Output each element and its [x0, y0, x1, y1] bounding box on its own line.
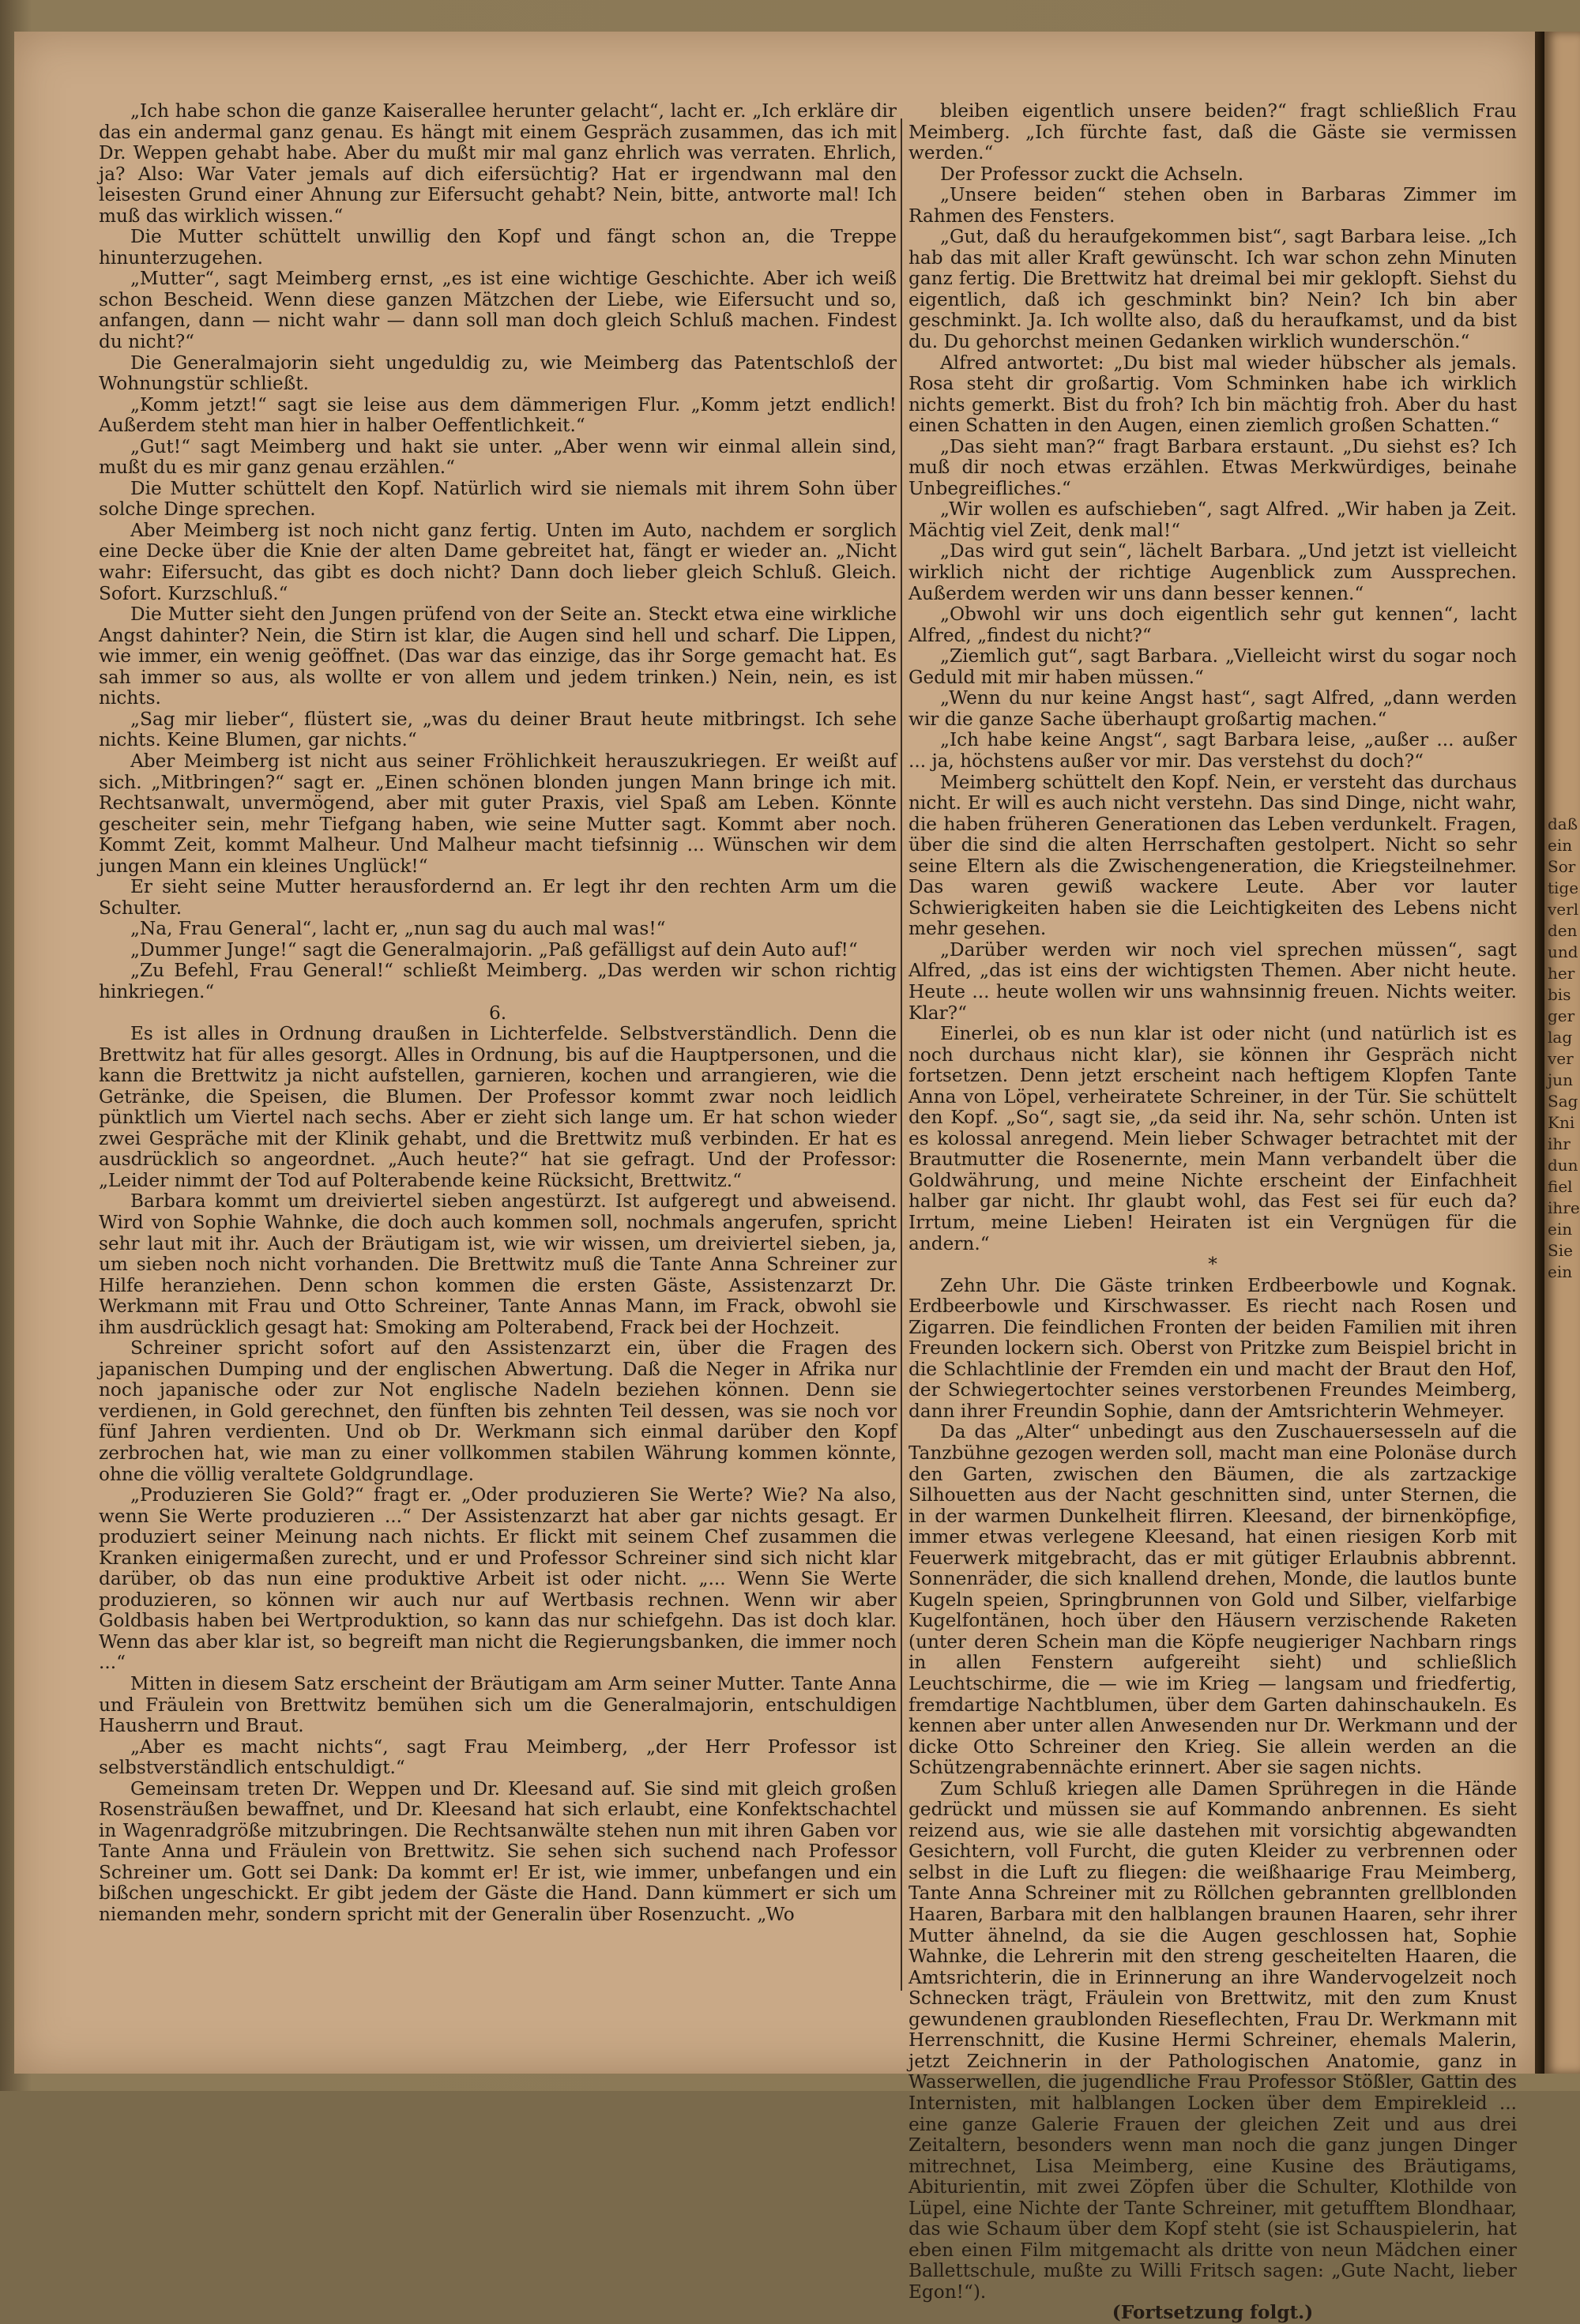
- next-page-fragment: ihre: [1548, 1198, 1580, 1217]
- paragraph: „Mutter“, sagt Meimberg ernst, „es ist eine wichtige Geschichte. Aber ich weiß schon Bescheid. Wenn diese ganzen Mätzchen der Liebe, wie Eifersucht und so, anfangen, dann — nicht wahr — dann soll man doch gleich Schluß machen. Findest du nicht?“: [99, 268, 897, 353]
- next-page-edge: [1544, 32, 1580, 2074]
- paragraph: Der Professor zuckt die Achseln.: [940, 163, 1244, 185]
- next-page-fragment: lag: [1548, 1028, 1573, 1047]
- next-page-fragment: ein: [1548, 1262, 1573, 1281]
- paragraph: „Darüber werden wir noch viel sprechen müssen“, sagt Alfred, „das ist eins der wichtigsten Themen. Aber nicht heute. Heute ... heute wollen wir uns wahnsinnig freuen. Nichts weiter. Klar?“: [908, 938, 1517, 1024]
- paragraph: „Gut!“ sagt Meimberg und hakt sie unter. „Aber wenn wir einmal allein sind, mußt du es mir ganz genau erzählen.“: [99, 435, 897, 479]
- next-page-fragment: und: [1548, 942, 1578, 961]
- next-page-fragment: ein: [1548, 1220, 1573, 1239]
- paragraph: „Wenn du nur keine Angst hast“, sagt Alfred, „dann werden wir die ganze Sache überhaupt großartig machen.“: [908, 687, 1517, 730]
- next-page-fragment: tige: [1548, 878, 1579, 897]
- right-column: [908, 101, 1517, 2324]
- paragraph: Alfred antwortet: „Du bist mal wieder hübscher als jemals. Rosa steht dir großartig. Vom Schminken habe ich wirklich nichts gemerkt. Bist du froh? Ich bin mächtig froh. Aber du hast einen Schatten in den Augen, einen ziemlich großen Schatten.“: [908, 352, 1517, 437]
- paragraph: Schreiner spricht sofort auf den Assistenzarzt ein, über die Fragen des japanischen Dumping und der englischen Abwertung. Daß die Neger in Afrika nur noch japanische oder zur Not englische Nadeln beziehen können. Denn sie verdienen, in Gold gerechnet, den fünften bis zehnten Teil dessen, was sie noch vor fünf Jahren verdienten. Und ob Dr. Werkmann sich einmal darüber den Kopf zerbrochen hat, wie man zu einer vollkommen stabilen Währung kommen könnte, ohne die völlig veraltete Goldgrundlage.: [99, 1337, 897, 1485]
- next-page-fragment: ihr: [1548, 1134, 1571, 1153]
- paragraph: Es ist alles in Ordnung draußen in Lichterfelde. Selbstverständlich. Denn die Brettwitz hat für alles gesorgt. Alles in Ordnung, bis auf die Hauptpersonen, und die kann die Brettwitz ja nicht aufstellen, garnieren, kochen und arrangieren, wie die Getränke, die Speisen, die Blumen. Der Professor kommt zwar noch leidlich pünktlich um Viertel nach sechs. Aber er zieht sich lange um. Er hat schon wieder zwei Gespräche mit der Klinik gehabt, und die Brettwitz muß verbinden. Er hat es ausdrücklich so angeordnet. „Auch heute?“ hat sie gefragt. Und der Professor: „Leider nimmt der Tod auf Polterabende keine Rücksicht, Brettwitz.“: [99, 1023, 897, 1191]
- next-page-fragment: Kni: [1548, 1113, 1575, 1132]
- paragraph: „Produzieren Sie Gold?“ fragt er. „Oder produzieren Sie Werte? Wie? Na also, wenn Sie Werte produzieren ...“ Der Assistenzarzt hat aber gar nichts gesagt. Er produziert seiner Meinung nach nichts. Er flickt mit seinem Chef zusammen die Kranken einigermaßen zurecht, und er und Professor Schreiner sind sich nicht klar darüber, ob das nun eine produktive Arbeit ist oder nicht. „... Wenn Sie Werte produzieren, so können wir auch nur auf Wertbasis rechnen. Wenn wir aber Goldbasis haben bei Wertproduktion, so kann das nur schiefgehn. Das ist doch klar. Wenn das aber klar ist, so begreift man nicht die Regierungsbanken, die immer noch ...“: [99, 1484, 897, 1674]
- column-rule: [901, 118, 902, 1991]
- paragraph: „Ziemlich gut“, sagt Barbara. „Vielleicht wirst du sogar noch Geduld mit mir haben müssen.“: [908, 645, 1517, 688]
- section-number: 6.: [488, 1002, 507, 1024]
- paragraph: „Dummer Junge!“ sagt die Generalmajorin. „Paß gefälligst auf dein Auto auf!“: [130, 938, 858, 961]
- paragraph: Da das „Alter“ unbedingt aus den Zuschauersesseln auf die Tanzbühne gezogen werden soll, macht man eine Polonäse durch den Garten, zwischen den Bäumen, die als zartzackige Silhouetten aus der Nacht geschnitten sind, unter Sternen, die in der warmen Dunkelheit flirren. Kleesand, der birnenköpfige, immer etwas verlegene Kleesand, hat einen riesigen Korb mit Feuerwerk mitgebracht, das er mit gütiger Erlaubnis abbrennt. Sonnenräder, die sich knallend drehen, Monde, die lautlos bunte Kugeln speien, Springbrunnen von Gold und Silber, vielfarbige Kugelfontänen, hoch über den Häusern verzischende Raketen (unter deren Schein man die Köpfe neugieriger Nachbarn rings in allen Fenstern aufgereiht sieht) und schließlich Leuchtschirme, die — wie im Krieg — langsam und friedfertig, fremdartige Nachtblumen, über dem Garten dahinschaukeln. Es kennen aber unter allen Anwesenden nur Dr. Werkmann und der dicke Otto Schreiner den Krieg. Sie allein werden an die Schützengrabennächte erinnert. Aber sie sagen nichts.: [908, 1421, 1517, 1779]
- paragraph: „Komm jetzt!“ sagt sie leise aus dem dämmerigen Flur. „Komm jetzt endlich! Außerdem steht man hier in halber Oeffentlichkeit.“: [99, 393, 897, 437]
- next-page-fragment: jun: [1548, 1070, 1573, 1089]
- next-page-fragment: dun: [1548, 1156, 1578, 1175]
- paragraph: Zehn Uhr. Die Gäste trinken Erdbeerbowle und Kognak. Erdbeerbowle und Kirschwasser. Es riecht nach Rosen und Zigarren. Die feindlichen Fronten der beiden Familien mit ihren Freunden lockern sich. Oberst von Pritzke zum Beispiel bricht in die Schlachtlinie der Fremden ein und macht der Braut den Hof, der Schwiegertochter seines verstorbenen Freundes Meimberg, dann ihrer Freundin Sophie, dann der Amtsrichterin Wehmeyer.: [908, 1274, 1517, 1422]
- paragraph: „Unsere beiden“ stehen oben in Barbaras Zimmer im Rahmen des Fensters.: [908, 184, 1517, 227]
- paragraph: „Ich habe schon die ganze Kaiserallee herunter gelacht“, lacht er. „Ich erkläre dir das ein andermal ganz genau. Es hängt mit einem Gespräch zusammen, das ich mit Dr. Weppen gehabt habe. Aber du mußt mir mal ganz ehrlich was verraten. Ehrlich, ja? Also: War Vater jemals auf dich eifersüchtig? Hat er irgendwann mal den leisesten Grund einer Ahnung zur Eifersucht gehabt? Nein, bitte, antworte mal! Ich muß das wirklich wissen.“: [99, 100, 897, 227]
- next-page-fragment: ger: [1548, 1006, 1575, 1025]
- next-page-fragment: her: [1548, 964, 1575, 983]
- paragraph: Barbara kommt um dreiviertel sieben angestürzt. Ist aufgeregt und abweisend. Wird von Sophie Wahnke, die doch auch kommen soll, nochmals angerufen, spricht sehr laut mit ihr. Auch der Bräutigam ist, wie wir wissen, um dreiviertel sieben, ja, um sieben noch nicht vorhanden. Die Brettwitz muß die Tante Anna Schreiner zur Hilfe heranziehen. Denn schon kommen die ersten Gäste, Assistenzarzt Dr. Werkmann mit Frau und Otto Schreiner, Tante Annas Mann, im Frack, obwohl sie ihm ausdrücklich gesagt hat: Smoking am Polterabend, Frack bei der Hochzeit.: [99, 1190, 897, 1338]
- paragraph: „Obwohl wir uns doch eigentlich sehr gut kennen“, lacht Alfred, „findest du nicht?“: [908, 604, 1517, 646]
- paragraph: Er sieht seine Mutter herausfordernd an. Er legt ihr den rechten Arm um die Schulter.: [99, 876, 897, 919]
- paragraph: Gemeinsam treten Dr. Weppen und Dr. Kleesand auf. Sie sind mit gleich großen Rosensträußen bewaffnet, und Dr. Kleesand hat sich erlaubt, eine Konfektschachtel in Wagenradgröße mitzubringen. Die Rechtsanwälte stehen nun mit ihren Gaben vor Tante Anna und Fräulein von Brettwitz. Sie sehen sich suchend nach Professor Schreiner um. Gott sei Dank: Da kommt er! Er ist, wie immer, unbefangen und ein bißchen ungeschickt. Er gibt jedem der Gäste die Hand. Dann kümmert er sich um niemanden mehr, sondern spricht mit der Generalin über Rosenzucht. „Wo: [99, 1777, 897, 1926]
- next-page-fragment: Sie: [1548, 1241, 1573, 1260]
- next-page-fragment: verl: [1548, 900, 1579, 919]
- paragraph: Die Generalmajorin sieht ungeduldig zu, wie Meimberg das Patentschloß der Wohnungstür schließt.: [99, 352, 897, 395]
- paragraph: Zum Schluß kriegen alle Damen Sprühregen in die Hände gedrückt und müssen sie auf Kommando anbrennen. Es sieht reizend aus, wie sie alle dastehen mit vorsichtig abgewandten Gesichtern, voll Furcht, die guten Kleider zu verbrennen oder selbst in die Luft zu fliegen: die weißhaarige Frau Meimberg, Tante Anna Schreiner mit zu Röllchen gebrannten grellblonden Haaren, Barbara mit den halblangen braunen Haaren, sehr ihrer Mutter ähnelnd, da sie die Augen geschlossen hat, Sophie Wahnke, die Lehrerin mit den streng gescheitelten Haaren, die Amtsrichterin, die in Erinnerung an ihre Wandervogelzeit noch Schnecken trägt, Fräulein von Brettwitz, mit den zum Knust gewundenen graublonden Rieseflechten, Frau Dr. Werkmann mit Herrenschnitt, die Kusine Hermi Schreiner, ehemals Malerin, jetzt Zeichnerin in der Pathologischen Anatomie, ganz in Wasserwellen, die jugendliche Frau Professor Stößler, Gattin des Internisten, mit halblangen Locken über dem Empirekleid ... eine ganze Galerie Frauen der gleichen Zeit und aus drei Zeitaltern, besonders wenn man noch die ganz jungen Dinger mitrechnet, Lisa Meimberg, eine Kusine des Bräutigams, Abiturientin, mit zwei Zöpfen über die Schulter, Klothilde von Lüpel, eine Nichte der Tante Schreiner, mit getufftem Blondhaar, das wie Schaum über dem Kopf steht (sie ist Schauspielerin, hat eben einen Film mitgemacht als dritte von neun Mädchen einer Ballettschule, mußte zu Willi Fritsch sagen: „Gute Nacht, lieber Egon!“).: [908, 1777, 1517, 2303]
- paragraph: „Ich habe keine Angst“, sagt Barbara leise, „außer ... außer ... ja, höchstens außer vor mir. Das verstehst du doch?“: [908, 729, 1517, 772]
- paragraph: „Sag mir lieber“, flüstert sie, „was du deiner Braut heute mitbringst. Ich sehe nichts. Keine Blumen, gar nichts.“: [99, 708, 897, 751]
- next-page-fragment: daß: [1548, 814, 1578, 833]
- continuation-note: (Fortsetzung folgt.): [1112, 2302, 1314, 2324]
- paragraph: Die Mutter sieht den Jungen prüfend von der Seite an. Steckt etwa eine wirkliche Angst dahinter? Nein, die Stirn ist klar, die Augen sind hell und scharf. Die Lippen, wie immer, ein wenig geöffnet. (Das war das einzige, das ihr Sorge gemacht hat. Es sah immer so aus, als wollte er von allem und jedem trinken.) Nein, nein, es ist nichts.: [99, 604, 897, 709]
- paragraph: „Das wird gut sein“, lächelt Barbara. „Und jetzt ist vielleicht wirklich nicht der richtige Augenblick zum Aussprechen. Außerdem werden wir uns dann besser kennen.“: [908, 540, 1517, 604]
- left-column: [99, 101, 897, 1926]
- page-gutter: [1535, 32, 1544, 2074]
- next-page-fragment: ein: [1548, 836, 1573, 855]
- section-star: *: [1208, 1254, 1217, 1276]
- paragraph: „Na, Frau General“, lacht er, „nun sag du auch mal was!“: [130, 918, 666, 940]
- next-page-fragment: den: [1548, 921, 1578, 940]
- next-page-fragment: Sor: [1548, 857, 1576, 876]
- paragraph: Aber Meimberg ist nicht aus seiner Fröhlichkeit herauszukriegen. Er weißt auf sich. „Mitbringen?“ sagt er. „Einen schönen blonden jungen Mann bringe ich mit. Rechtsanwalt, unvermögend, aber mit guter Praxis, viel Spaß am Leben. Könnte gescheiter sein, mehr Tiefgang haben, wie seine Mutter sagt. Kommt aber noch. Kommt Zeit, kommt Malheur. Und Malheur macht tiefsinnig ... Wünschen wir dem jungen Mann ein kleines Unglück!“: [99, 750, 897, 877]
- paragraph: bleiben eigentlich unsere beiden?“ fragt schließlich Frau Meimberg. „Ich fürchte fast, daß die Gäste sie vermissen werden.“: [908, 100, 1517, 164]
- next-page-fragment: bis: [1548, 985, 1571, 1004]
- next-page-fragment: ver: [1548, 1049, 1574, 1068]
- paragraph: „Wir wollen es aufschieben“, sagt Alfred. „Wir haben ja Zeit. Mächtig viel Zeit, denk mal!“: [908, 498, 1517, 541]
- paragraph: Einerlei, ob es nun klar ist oder nicht (und natürlich ist es noch durchaus nicht klar), sie können ihr Gespräch nicht fortsetzen. Denn jetzt erscheint nach heftigem Klopfen Tante Anna von Löpel, verheiratete Schreiner, in der Tür. Sie schüttelt den Kopf. „So“, sagt sie, „da seid ihr. Na, sehr schön. Unten ist es kolossal anregend. Mein lieber Schwager betrachtet mit der Brautmutter die Rosenernte, mein Mann verbandelt über die Goldwährung, und meine Nichte erscheint der Einfachheit halber gar nicht. Ihr glaubt wohl, das Fest sei für euch da? Irrtum, meine Lieben! Heiraten ist ein Vergnügen für die andern.“: [908, 1023, 1517, 1254]
- paragraph: „Das sieht man?“ fragt Barbara erstaunt. „Du siehst es? Ich muß dir noch etwas erzählen. Etwas Merkwürdiges, beinahe Unbegreifliches.“: [908, 435, 1517, 499]
- next-page-fragment: Sag: [1548, 1092, 1578, 1111]
- paragraph: Die Mutter schüttelt den Kopf. Natürlich wird sie niemals mit ihrem Sohn über solche Dinge sprechen.: [99, 477, 897, 521]
- paragraph: Aber Meimberg ist noch nicht ganz fertig. Unten im Auto, nachdem er sorglich eine Decke über die Knie der alten Dame gebreitet hat, fängt er wieder an. „Nicht wahr: Eifersucht, das gibt es doch nicht? Dann doch lieber gleich Schluß. Gleich. Sofort. Kurzschluß.“: [99, 519, 897, 604]
- next-page-fragment: fiel: [1548, 1177, 1573, 1196]
- paragraph: „Zu Befehl, Frau General!“ schließt Meimberg. „Das werden wir schon richtig hinkriegen.“: [99, 960, 897, 1002]
- paragraph: „Gut, daß du heraufgekommen bist“, sagt Barbara leise. „Ich hab das mit aller Kraft gewünscht. Ich war schon zehn Minuten ganz fertig. Die Brettwitz hat dreimal bei mir geklopft. Siehst du eigentlich, daß ich geschminkt bin? Nein? Ich bin aber geschminkt. Ja. Ich wollte also, daß du heraufkamst, und da bist du. Du gehorchst meinen Gedanken wirklich wunderschön.“: [908, 226, 1517, 353]
- paragraph: Meimberg schüttelt den Kopf. Nein, er versteht das durchaus nicht. Er will es auch nicht verstehn. Das sind Dinge, nicht wahr, die haben früheren Generationen das Leben verdunkelt. Fragen, über die sind die alten Herrschaften gestolpert. Nicht so sehr seine Eltern als die Zwischengeneration, die Kriegsteilnehmer. Das waren gewiß wackere Leute. Aber vor lauter Schwierigkeiten haben sie die Leichtigkeiten des Lebens nicht mehr gesehen.: [908, 771, 1517, 940]
- paragraph: Die Mutter schüttelt unwillig den Kopf und fängt schon an, die Treppe hinunterzugehen.: [99, 226, 897, 269]
- paragraph: Mitten in diesem Satz erscheint der Bräutigam am Arm seiner Mutter. Tante Anna und Fräulein von Brettwitz bemühen sich um die Generalmajorin, entschuldigen Hausherrn und Braut.: [99, 1673, 897, 1737]
- paragraph: „Aber es macht nichts“, sagt Frau Meimberg, „der Herr Professor ist selbstverständlich entschuldigt.“: [99, 1735, 897, 1779]
